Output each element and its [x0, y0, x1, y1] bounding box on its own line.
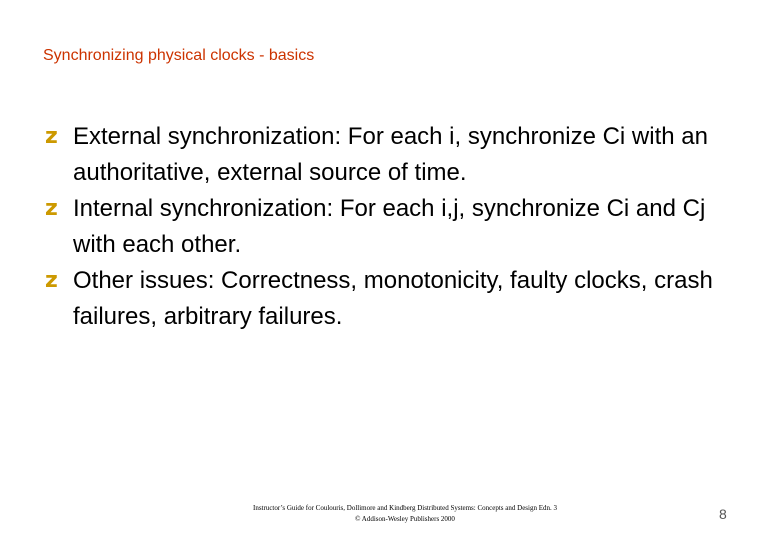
footer-copyright-line: © Addison-Wesley Publishers 2000: [355, 515, 455, 523]
footer-credit-line: Instructor’s Guide for Coulouris, Dollimore and Kindberg Distributed Systems: Concepts and Design Edn. 3: [252, 504, 557, 512]
bullet-text: Other issues: Correctness, monotonicity, faulty clocks, crash failures, arbitrary failures.: [73, 267, 713, 330]
bullet-item-external-sync: [45, 119, 745, 191]
bullet-text: External synchronization: For each i, synchronize Ci with an authoritative, external source of time.: [73, 123, 708, 186]
bullet-list: [45, 119, 745, 335]
slide-title: Synchronizing physical clocks - basics: [43, 47, 315, 64]
footer-credit: [200, 503, 610, 525]
bullet-marker-icon: z: [45, 268, 58, 293]
page-number: 8: [719, 506, 727, 522]
bullet-marker-icon: z: [45, 124, 58, 149]
bullet-item-internal-sync: [45, 191, 745, 263]
bullet-text: Internal synchronization: For each i,j, synchronize Ci and Cj with each other.: [73, 195, 706, 258]
bullet-item-other-issues: [45, 263, 745, 335]
bullet-marker-icon: z: [45, 196, 58, 221]
